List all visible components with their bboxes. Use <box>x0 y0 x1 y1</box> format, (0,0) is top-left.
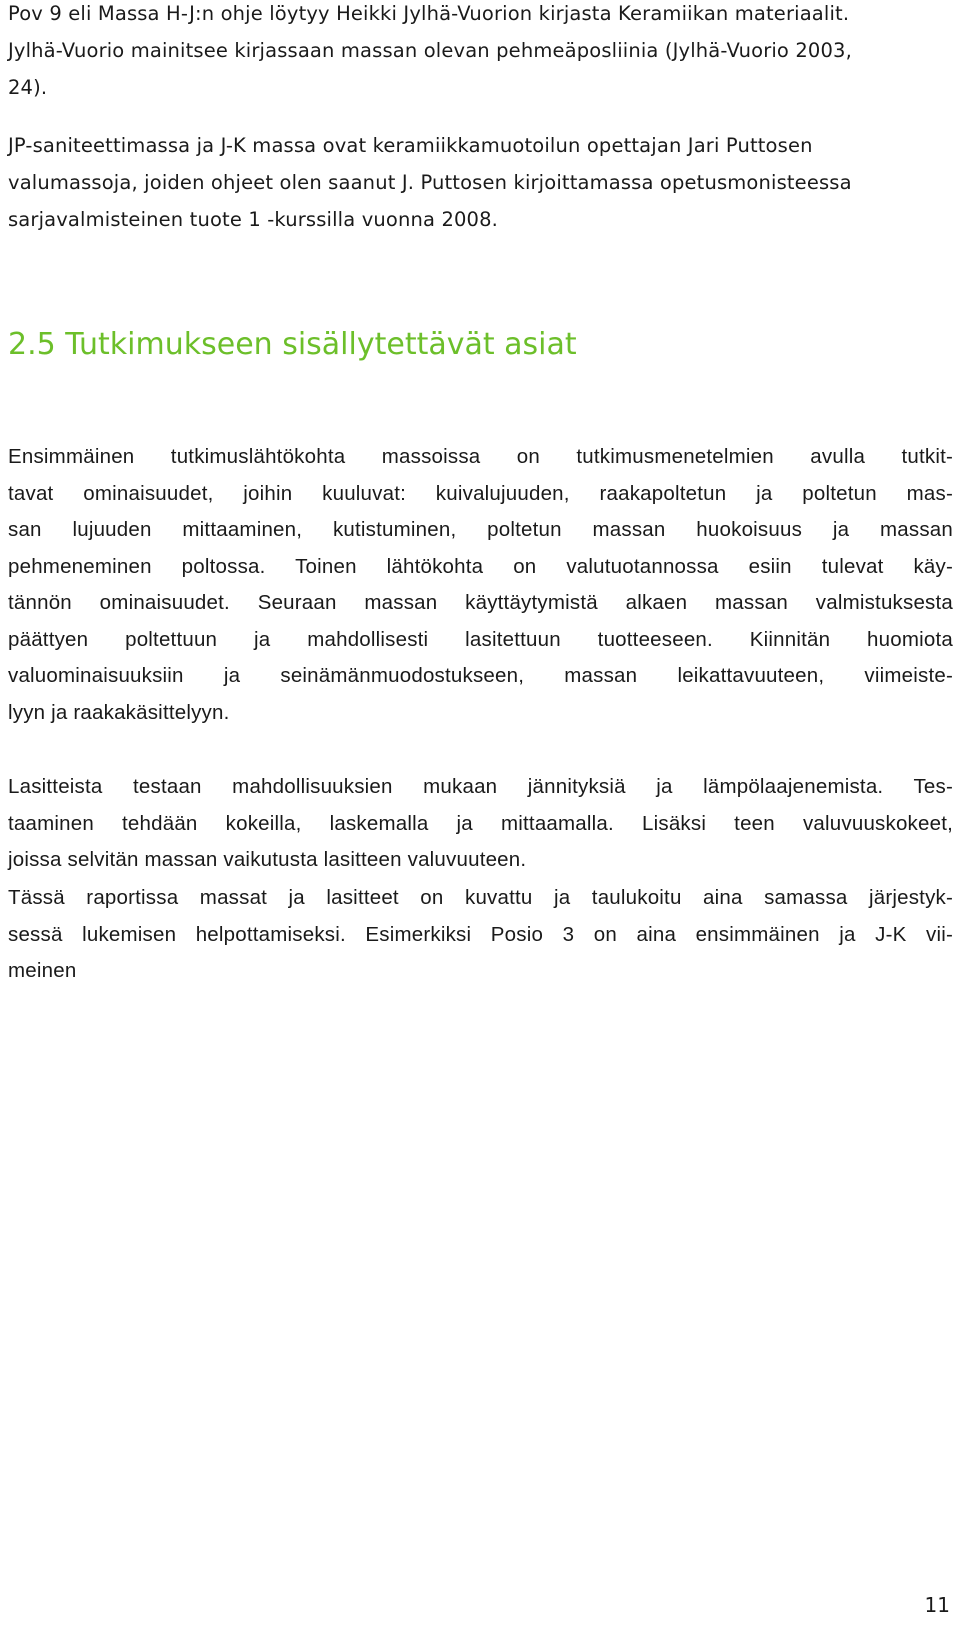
text-line: lyyn ja raakakäsittelyyn. <box>8 700 230 724</box>
text-line: valumassoja, joiden ohjeet olen saanut J. Puttosen kirjoittamassa opetusmonisteessa <box>8 171 852 194</box>
text-line: joissa selvitän massan vaikutusta lasitteen valuvuuteen. <box>8 848 527 871</box>
intro-paragraph-1 <box>8 0 953 106</box>
text-line: tavat ominaisuudet, joihin kuuluvat: kuivalujuuden, raakapoltetun ja poltetun mas- <box>8 481 953 505</box>
text-line: sarjavalmisteinen tuote 1 -kurssilla vuonna 2008. <box>8 208 499 231</box>
body-paragraph-2 <box>8 769 953 879</box>
text-line: Jylhä-Vuorio mainitsee kirjassaan massan olevan pehmeäposliinia (Jylhä-Vuorio 2003, <box>8 39 852 62</box>
text-line: meinen <box>8 959 77 982</box>
text-line: JP-saniteettimassa ja J-K massa ovat keramiikkamuotoilun opettajan Jari Puttosen <box>8 134 813 157</box>
text-line: Ensimmäinen tutkimuslähtökohta massoissa on tutkimusmenetelmien avulla tutkit- <box>8 445 953 468</box>
page-number: 11 <box>924 1593 950 1617</box>
intro-paragraph-2 <box>8 127 953 238</box>
text-line: Tässä raportissa massat ja lasitteet on kuvattu ja taulukoitu aina samassa järjestyk- <box>8 886 953 909</box>
text-line: sessä lukemisen helpottamiseksi. Esimerkiksi Posio 3 on aina ensimmäinen ja J-K vii- <box>8 922 953 946</box>
text-line: valuominaisuuksiin ja seinämänmuodostukseen, massan leikattavuuteen, viimeiste- <box>8 664 953 687</box>
body-paragraph-1 <box>8 439 953 731</box>
text-line: Pov 9 eli Massa H-J:n ohje löytyy Heikki Jylhä-Vuorion kirjasta Keramiikan materiaalit. <box>8 2 850 25</box>
document-page <box>8 0 960 1634</box>
text-line: taaminen tehdään kokeilla, laskemalla ja mittaamalla. Lisäksi teen valuvuuskokeet, <box>8 811 953 835</box>
text-line: 24). <box>8 76 48 99</box>
text-line: san lujuuden mittaaminen, kutistuminen, poltetun massan huokoisuus ja massan <box>8 518 953 541</box>
text-line: päättyen poltettuun ja mahdollisesti lasitettuun tuotteeseen. Kiinnitän huomiota <box>8 627 953 651</box>
text-line: pehmeneminen poltossa. Toinen lähtökohta on valutuotannossa esiin tulevat käy- <box>8 554 953 578</box>
section-heading: 2.5 Tutkimukseen sisällytettävät asiat <box>8 327 577 362</box>
body-paragraph-3 <box>8 880 953 990</box>
text-line: tännön ominaisuudet. Seuraan massan käyttäytymistä alkaen massan valmistuksesta <box>8 591 953 614</box>
text-line: Lasitteista testaan mahdollisuuksien mukaan jännityksiä ja lämpölaajenemista. Tes- <box>8 775 953 798</box>
